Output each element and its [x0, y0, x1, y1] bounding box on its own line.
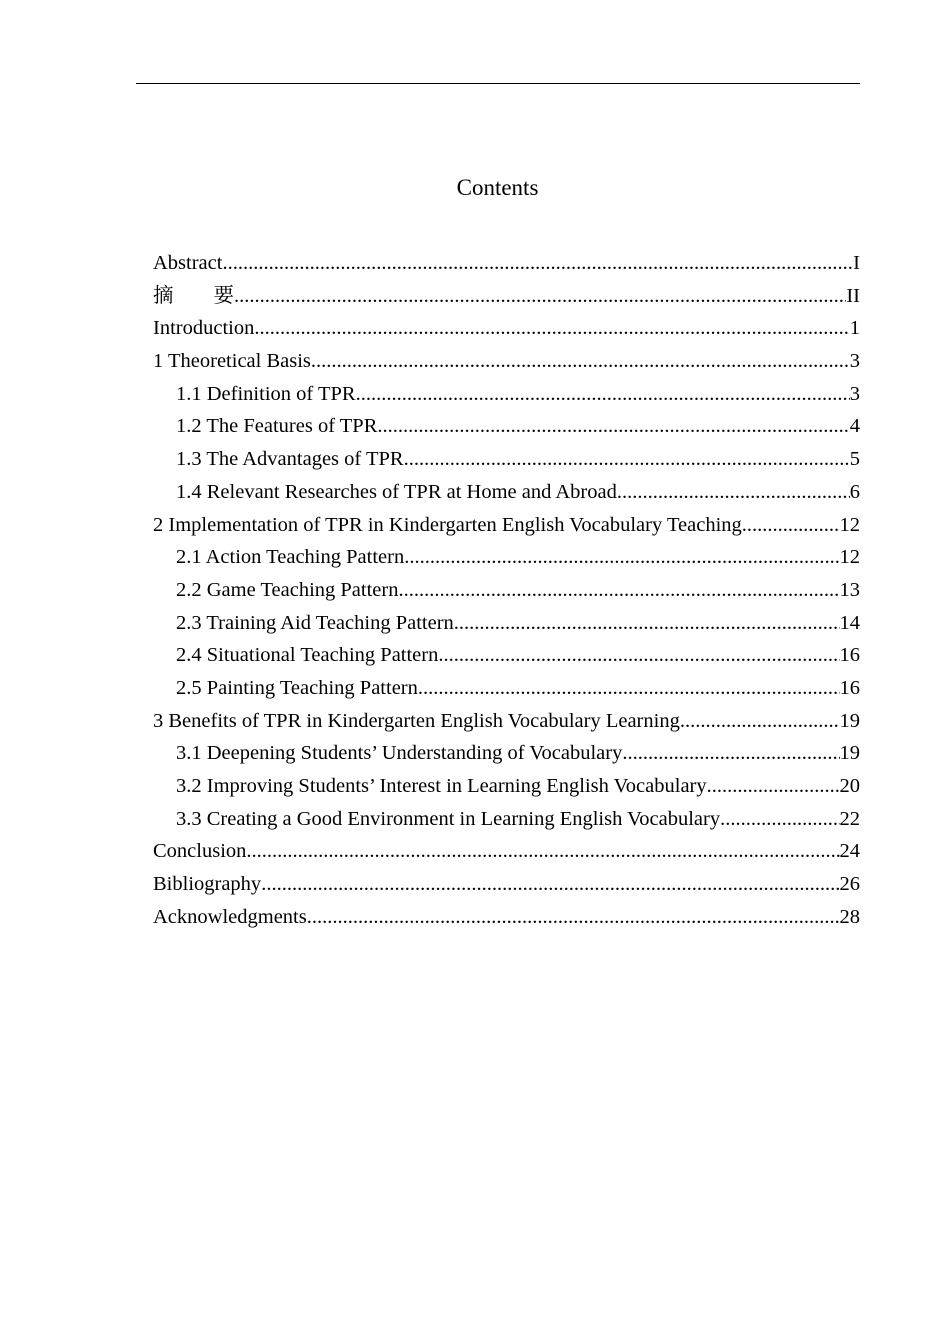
dot-leader	[261, 868, 839, 901]
dot-leader	[377, 410, 849, 443]
toc-entry-label: Abstract	[153, 252, 223, 274]
toc-entry-conclusion[interactable]	[153, 835, 860, 868]
toc-entry-section-1-3[interactable]	[153, 443, 860, 476]
toc-entry-section-2-4[interactable]	[153, 639, 860, 672]
toc-entry-abstract[interactable]	[153, 247, 860, 280]
toc-entry-label: 3.1 Deepening Students’ Understanding of Vocabulary	[176, 742, 623, 765]
toc-entry-label: Introduction	[153, 317, 255, 340]
toc-entry-label: Bibliography	[153, 873, 262, 896]
dot-leader	[404, 541, 839, 574]
dot-leader	[254, 312, 849, 345]
toc-entry-page: 28	[839, 905, 860, 928]
toc-entry-section-3-2[interactable]	[153, 770, 860, 803]
toc-entry-chapter-3[interactable]	[153, 705, 860, 738]
dot-leader	[438, 639, 839, 672]
toc-entry-page: 12	[839, 546, 860, 569]
toc-entry-page: 16	[839, 676, 860, 699]
dot-leader	[398, 574, 839, 607]
toc-entry-label: 2.5 Painting Teaching Pattern	[176, 676, 418, 699]
dot-leader	[680, 705, 840, 738]
toc-entry-page: 13	[839, 578, 860, 601]
toc-entry-label: Conclusion	[153, 840, 247, 863]
toc-entry-page: 3	[849, 382, 860, 405]
toc-entry-page: 16	[839, 644, 860, 667]
toc-entry-label: 1.2 The Features of TPR	[176, 415, 378, 438]
toc-entry-label: 3.2 Improving Students’ Interest in Learning English Vocabulary	[176, 775, 707, 797]
dot-leader	[246, 835, 839, 868]
toc-entry-label: 3 Benefits of TPR in Kindergarten English Vocabulary Learning	[153, 709, 680, 732]
toc-entry-label: 摘要	[153, 284, 274, 307]
toc-entry-page: I	[853, 252, 860, 274]
toc-entry-label: Acknowledgments	[153, 905, 307, 928]
dot-leader	[307, 901, 840, 934]
toc-entry-section-2-1[interactable]	[153, 541, 860, 574]
toc-entry-section-3-1[interactable]	[153, 737, 860, 770]
page-title: Contents	[456, 175, 539, 200]
toc-entry-chapter-1[interactable]	[153, 345, 860, 378]
toc-entry-chinese-abstract[interactable]	[153, 280, 860, 313]
toc-entry-section-1-4[interactable]	[153, 476, 860, 509]
toc-entry-section-2-3[interactable]	[153, 607, 860, 640]
dot-leader	[222, 247, 853, 280]
dot-leader	[707, 770, 840, 803]
toc-entry-page: 6	[849, 480, 860, 503]
toc-entry-introduction[interactable]	[153, 312, 860, 345]
header-rule	[136, 83, 860, 84]
toc-entry-page: 24	[839, 840, 860, 863]
toc-entry-label: 1.3 The Advantages of TPR	[176, 448, 404, 471]
dot-leader	[742, 509, 840, 542]
toc-entry-label: 2 Implementation of TPR in Kindergarten English Vocabulary Teaching	[153, 513, 742, 536]
toc-entry-page: 20	[839, 775, 860, 797]
toc-entry-label: 1 Theoretical Basis	[153, 350, 311, 373]
toc-entry-page: 26	[839, 873, 860, 896]
toc-entry-page: 14	[839, 611, 860, 634]
toc-entry-page: 12	[839, 513, 860, 536]
toc-entry-page: 19	[839, 709, 860, 732]
toc-entry-page: 19	[839, 742, 860, 765]
toc-entry-section-2-5[interactable]	[153, 672, 860, 705]
toc-entry-label: 2.4 Situational Teaching Pattern	[176, 644, 439, 667]
toc-entry-label: 2.1 Action Teaching Pattern	[176, 546, 405, 569]
toc-entry-page: II	[846, 284, 860, 307]
toc-entry-label: 3.3 Creating a Good Environment in Learning English Vocabulary	[176, 807, 721, 830]
toc-entry-page: 4	[849, 415, 860, 438]
toc-entry-label: 2.3 Training Aid Teaching Pattern	[176, 611, 454, 634]
table-of-contents	[153, 247, 860, 933]
dot-leader	[418, 672, 840, 705]
toc-entry-page: 3	[849, 350, 860, 373]
toc-entry-label: 1.4 Relevant Researches of TPR at Home and Abroad	[176, 480, 617, 503]
toc-entry-section-3-3[interactable]	[153, 803, 860, 836]
toc-entry-acknowledgments[interactable]	[153, 901, 860, 934]
toc-entry-section-1-1[interactable]	[153, 378, 860, 411]
dot-leader	[356, 378, 850, 411]
dot-leader	[311, 345, 850, 378]
toc-entry-section-2-2[interactable]	[153, 574, 860, 607]
toc-entry-page: 1	[849, 317, 860, 340]
toc-entry-label: 1.1 Definition of TPR	[176, 382, 356, 405]
dot-leader	[404, 443, 850, 476]
toc-entry-page: 22	[839, 807, 860, 830]
dot-leader	[617, 476, 850, 509]
toc-entry-chapter-2[interactable]	[153, 509, 860, 542]
dot-leader	[622, 737, 839, 770]
dot-leader	[454, 607, 840, 640]
toc-entry-page: 5	[849, 448, 860, 471]
toc-entry-label: 2.2 Game Teaching Pattern	[176, 578, 399, 601]
dot-leader	[720, 803, 839, 836]
dot-leader	[234, 280, 846, 313]
toc-entry-bibliography[interactable]	[153, 868, 860, 901]
toc-entry-section-1-2[interactable]	[153, 410, 860, 443]
